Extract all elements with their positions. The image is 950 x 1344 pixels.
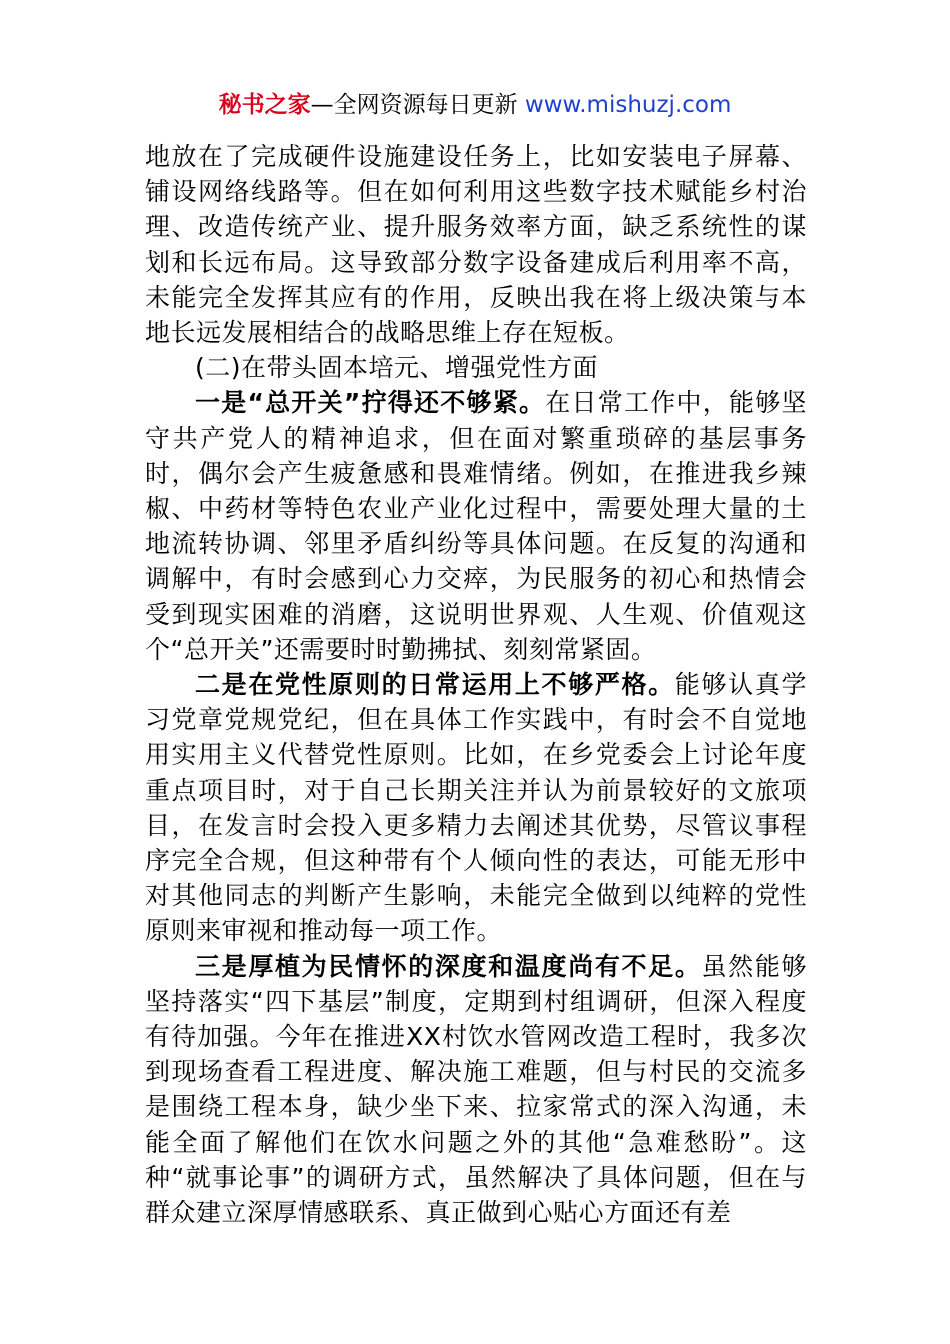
point-1-text: 在日常工作中，能够坚守共产党人的精神追求，但在面对繁重琐碎的基层事务时，偶尔会产生疲惫感和畏难情绪。例如，在推进我乡辣椒、中药材等特色农业产业化过程中，需要处理大量的土地流转协调、邻里矛盾纠纷等具体问题。在反复的沟通和调解中，有时会感到心力交瘁，为民服务的初心和热情会受到现实困难的消磨，这说明世界观、人生观、价值观这个“总开关”还需要时时勤拂拭、刻刻常紧固。	[145, 388, 807, 664]
point-1-lead: 一是“总开关”拧得还不够紧。	[195, 388, 546, 418]
paragraph-continuation: 地放在了完成硬件设施建设任务上，比如安装电子屏幕、铺设网络线路等。但在如何利用这些数字技术赋能乡村治理、改造传统产业、提升服务效率方面，缺乏系统性的谋划和长远布局。这导致部分数字设备建成后利用率不高，未能完全发挥其应有的作用，反映出我在将上级决策与本地长远发展相结合的战略思维上存在短板。	[145, 142, 807, 348]
point-3-lead: 三是厚植为民情怀的深度和温度尚有不足。	[195, 951, 702, 981]
point-2-lead: 二是在党性原则的日常运用上不够严格。	[195, 670, 675, 700]
point-3-text: 虽然能够坚持落实“四下基层”制度，定期到村组调研，但深入程度有待加强。今年在推进XX村饮水管网改造工程时，我多次到现场查看工程进度、解决施工难题，但与村民的交流多是围绕工程本身，缺少坐下来、拉家常式的深入沟通，未能全面了解他们在饮水问题之外的其他“急难愁盼”。这种“就事论事”的调研方式，虽然解决了具体问题，但在与群众建立深厚情感联系、真正做到心贴心方面还有差	[145, 951, 807, 1228]
section-heading: (二)在带头固本培元、增强党性方面	[195, 353, 599, 383]
paragraph-point-1	[145, 385, 807, 667]
paragraph-point-3	[145, 949, 807, 1231]
page-header	[0, 88, 950, 122]
header-slogan: —全网资源每日更新	[310, 92, 525, 118]
paragraph-point-2	[145, 667, 807, 949]
brand-name: 秘书之家	[218, 92, 311, 118]
document-body	[145, 139, 807, 1230]
point-2-text: 能够认真学习党章党规党纪，但在具体工作实践中，有时会不自觉地用实用主义代替党性原则。比如，在乡党委会上讨论年度重点项目时，对于自己长期关注并认为前景较好的文旅项目，在发言时会投入更多精力去阐述其优势，尽管议事程序完全合规，但这种带有个人倾向性的表达，可能无形中对其他同志的判断产生影响，未能完全做到以纯粹的党性原则来审视和推动每一项工作。	[145, 670, 807, 946]
site-url[interactable]: www.mishuzj.com	[524, 92, 732, 118]
